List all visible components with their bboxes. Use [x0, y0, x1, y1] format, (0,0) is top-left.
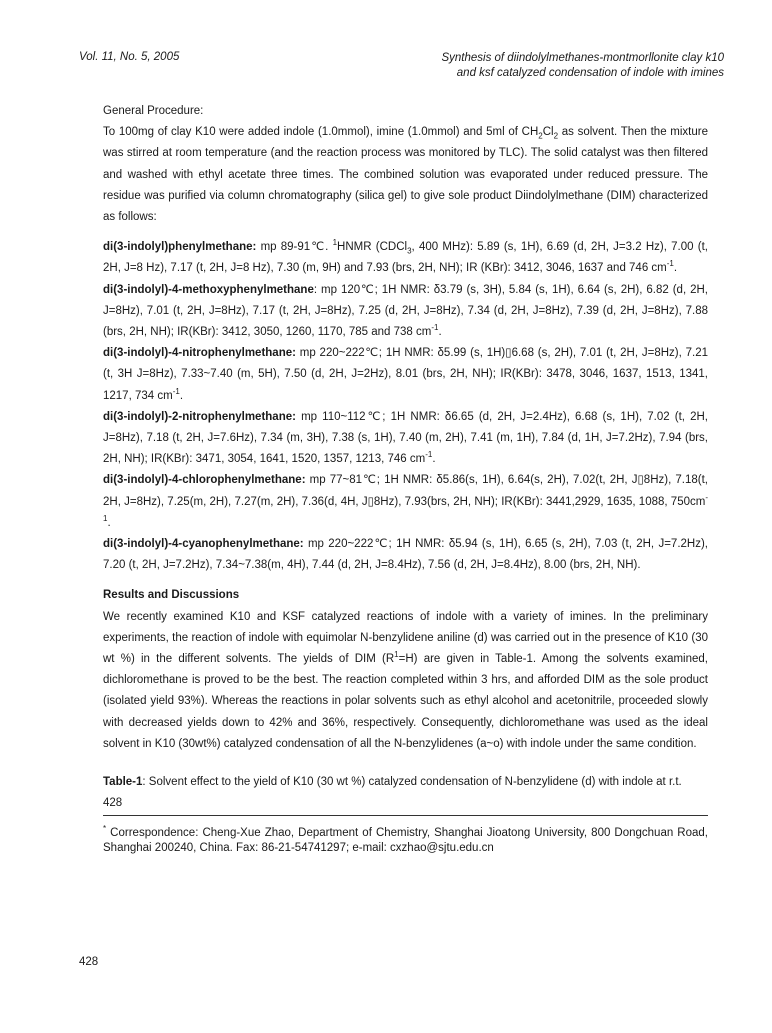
results-superscript: 1	[394, 650, 399, 660]
procedure-heading: General Procedure:	[103, 105, 204, 117]
footnote-mark: *	[103, 823, 107, 833]
compound-entry	[103, 470, 708, 534]
compound-superscript: 1	[332, 238, 338, 248]
compound-data-text: mp 220~222℃; 1H NMR: δ5.99 (s, 1H)▯6.68 (s, 2H), 7.01 (t, 2H, J=8Hz), 7.21 (t, 3H J=8Hz), 7.33~7.40 (m, 5H), 7.50 (d, 2H, J=2Hz), 8.01 (brs, 2H, NH); IR(KBr): 3478, 3046, 1637, 1513, 1341, 1217, 734 cm	[103, 347, 708, 402]
compound-entry	[103, 280, 708, 344]
procedure-text-b: as solvent. Then the mixture was stirred at room temperature (and the reaction process was monitored by TLC). The solid catalyst was then filtered and washed with ethyl acetate three times. The combined solution was evaporated under reduced pressure. The residue was purified via column chromatography (silica gel) to give sole product Diindolylmethane (DIM) characterized as follows:	[103, 126, 708, 224]
compound-data-text: .	[673, 262, 678, 275]
running-header-volume: Vol. 11, No. 5, 2005	[79, 51, 180, 63]
compound-data-text: .	[179, 389, 184, 402]
procedure-formula-mid: Cl	[542, 126, 554, 139]
compound-name: di(3-indolyl)-4-cyanophenylmethane:	[103, 538, 304, 551]
compound-data-text: mp 77~81℃; 1H NMR: δ5.86(s, 1H), 6.64(s, 2H), 7.02(t, 2H, J▯8Hz), 7.18(t, 2H, J=8Hz), 7.25(m, 2H), 7.27(m, 2H), 7.36(d, 4H, J▯8Hz), 7.93(brs, 2H, NH); IR(KBr): 3441,2929, 1635, 1088, 750cm	[103, 474, 708, 508]
footnote-text: Correspondence: Cheng-Xue Zhao, Department of Chemistry, Shanghai Jioatong University, 800 Dongchuan Road, Shanghai 200240, China. Fax: 86-21-54741297; e-mail: cxzhao@sjtu.edu.cn	[103, 826, 708, 854]
running-header-title-line1: Synthesis of diindolylmethanes-montmorllonite clay k10	[441, 52, 724, 64]
results-paragraph	[103, 607, 708, 755]
results-text-a: We recently examined K10 and KSF catalyzed reactions of indole with a variety of imines. In the preliminary experiments, the reaction of indole with equimolar N-benzylidene aniline (d) was carried out in the presence of K10 (30 wt %) in the different solvents. The yields of DIM (R	[103, 610, 708, 666]
compound-name: di(3-indolyl)-4-nitrophenylmethane:	[103, 347, 296, 360]
compound-name: di(3-indolyl)phenylmethane:	[103, 241, 257, 254]
compound-name: di(3-indolyl)-4-chlorophenylmethane:	[103, 474, 306, 487]
footnote-separator	[103, 793, 708, 815]
compound-data-text: .	[438, 326, 442, 339]
compound-superscript: -1	[103, 492, 708, 524]
article-body	[103, 101, 708, 857]
running-header-title	[304, 51, 724, 81]
compound-subscript: 3	[407, 246, 412, 256]
compound-entry	[103, 237, 708, 279]
compound-superscript: -1	[431, 323, 439, 333]
procedure-paragraph	[103, 122, 708, 228]
compound-data-text: mp 220~222℃; 1H NMR: δ5.94 (s, 1H), 6.65 (s, 2H), 7.03 (t, 2H, J=7.2Hz), 7.20 (t, 2H, J=7.2Hz), 7.34~7.38(m, 4H), 7.44 (d, 2H, J=8.4Hz), 7.56 (d, 2H, J=8.4Hz), 8.00 (brs, 2H, NH).	[103, 538, 708, 572]
table-caption-text: : Solvent effect to the yield of K10 (30 wt %) catalyzed condensation of N-benzylidene (d) with indole at r.t.	[142, 776, 682, 789]
compound-data-text: , 400 MHz): 5.89 (s, 1H), 6.69 (d, 2H, J=3.2 Hz), 7.00 (t, 2H, J=8 Hz), 7.17 (t, 2H, J=8 Hz), 7.30 (m, 9H) and 7.93 (brs, 2H, NH); IR (KBr): 3412, 3046, 1637 and 746 cm	[103, 241, 708, 275]
results-text-b: =H) are given in Table-1. Among the solvents examined, dichloromethane is proved to be the best. The reaction completed within 3 hrs, and afforded DIM as the sole product (isolated yield 93%). Whereas the reactions in polar solvents such as ethyl alcohol and acetonitrile, proceeded slowly with decreased yields down to 42% and 36%, respectively. Consequently, dichloromethane was used as the ideal solvent in K10 (30wt%) catalyzed condensation of all the N-benzylidenes (a~o) with indole under the same condition.	[103, 653, 708, 750]
compound-name: di(3-indolyl)-2-nitrophenylmethane:	[103, 410, 296, 423]
compound-entry	[103, 407, 708, 471]
compound-superscript: -1	[425, 450, 433, 460]
compound-data-text: .	[432, 453, 436, 466]
compound-superscript: -1	[172, 386, 180, 396]
compound-data-text: .	[107, 516, 111, 529]
compound-data-text: mp 89-91℃.	[256, 241, 333, 254]
running-header-title-line2: and ksf catalyzed condensation of indole with imines	[456, 67, 724, 79]
page-marker: 428	[103, 797, 123, 810]
compound-entry	[103, 534, 708, 576]
compound-data-text: HNMR (CDCl	[337, 241, 408, 254]
procedure-text-a: To 100mg of clay K10 were added indole (1.0mmol), imine (1.0mmol) and 5ml of CH	[103, 126, 539, 139]
procedure-formula-sub1: 2	[538, 131, 543, 141]
footnote	[103, 823, 708, 857]
compound-name: di(3-indolyl)-4-methoxyphenylmethane	[103, 283, 314, 296]
table-caption-label: Table-1	[103, 776, 143, 789]
results-heading-text: Results and Discussions	[103, 589, 240, 602]
compound-superscript: -1	[666, 259, 674, 269]
compound-data-text: mp 110~112℃; 1H NMR: δ6.65 (d, 2H, J=2.4Hz), 6.68 (s, 1H), 7.02 (t, 2H, J=8Hz), 7.18 (t, 2H, J=7.6Hz), 7.34 (m, 3H), 7.38 (s, 1H), 7.40 (m, 2H), 7.41 (m, 1H), 7.84 (d, 1H, J=7.2Hz), 7.94 (brs, 2H, NH); IR(KBr): 3471, 3054, 1641, 1520, 1357, 1213, 746 cm	[103, 410, 708, 466]
procedure-formula-sub2: 2	[553, 131, 559, 141]
compound-entry	[103, 343, 708, 407]
table-caption	[103, 772, 708, 793]
results-heading	[103, 585, 708, 606]
compound-data-text: : mp 120℃; 1H NMR: δ3.79 (s, 3H), 5.84 (s, 1H), 6.64 (s, 2H), 6.82 (d, 2H, J=8Hz), 7.01 (t, 2H, J=8Hz), 7.17 (t, 2H, J=8Hz), 7.25 (d, 2H, J=8Hz), 7.34 (d, 2H, J=8Hz), 7.39 (d, 2H, J=8Hz), 7.88 (brs, 2H, NH); IR(KBr): 3412, 3050, 1260, 1170, 785 and 738 cm	[103, 283, 708, 339]
page-number: 428	[79, 956, 99, 968]
